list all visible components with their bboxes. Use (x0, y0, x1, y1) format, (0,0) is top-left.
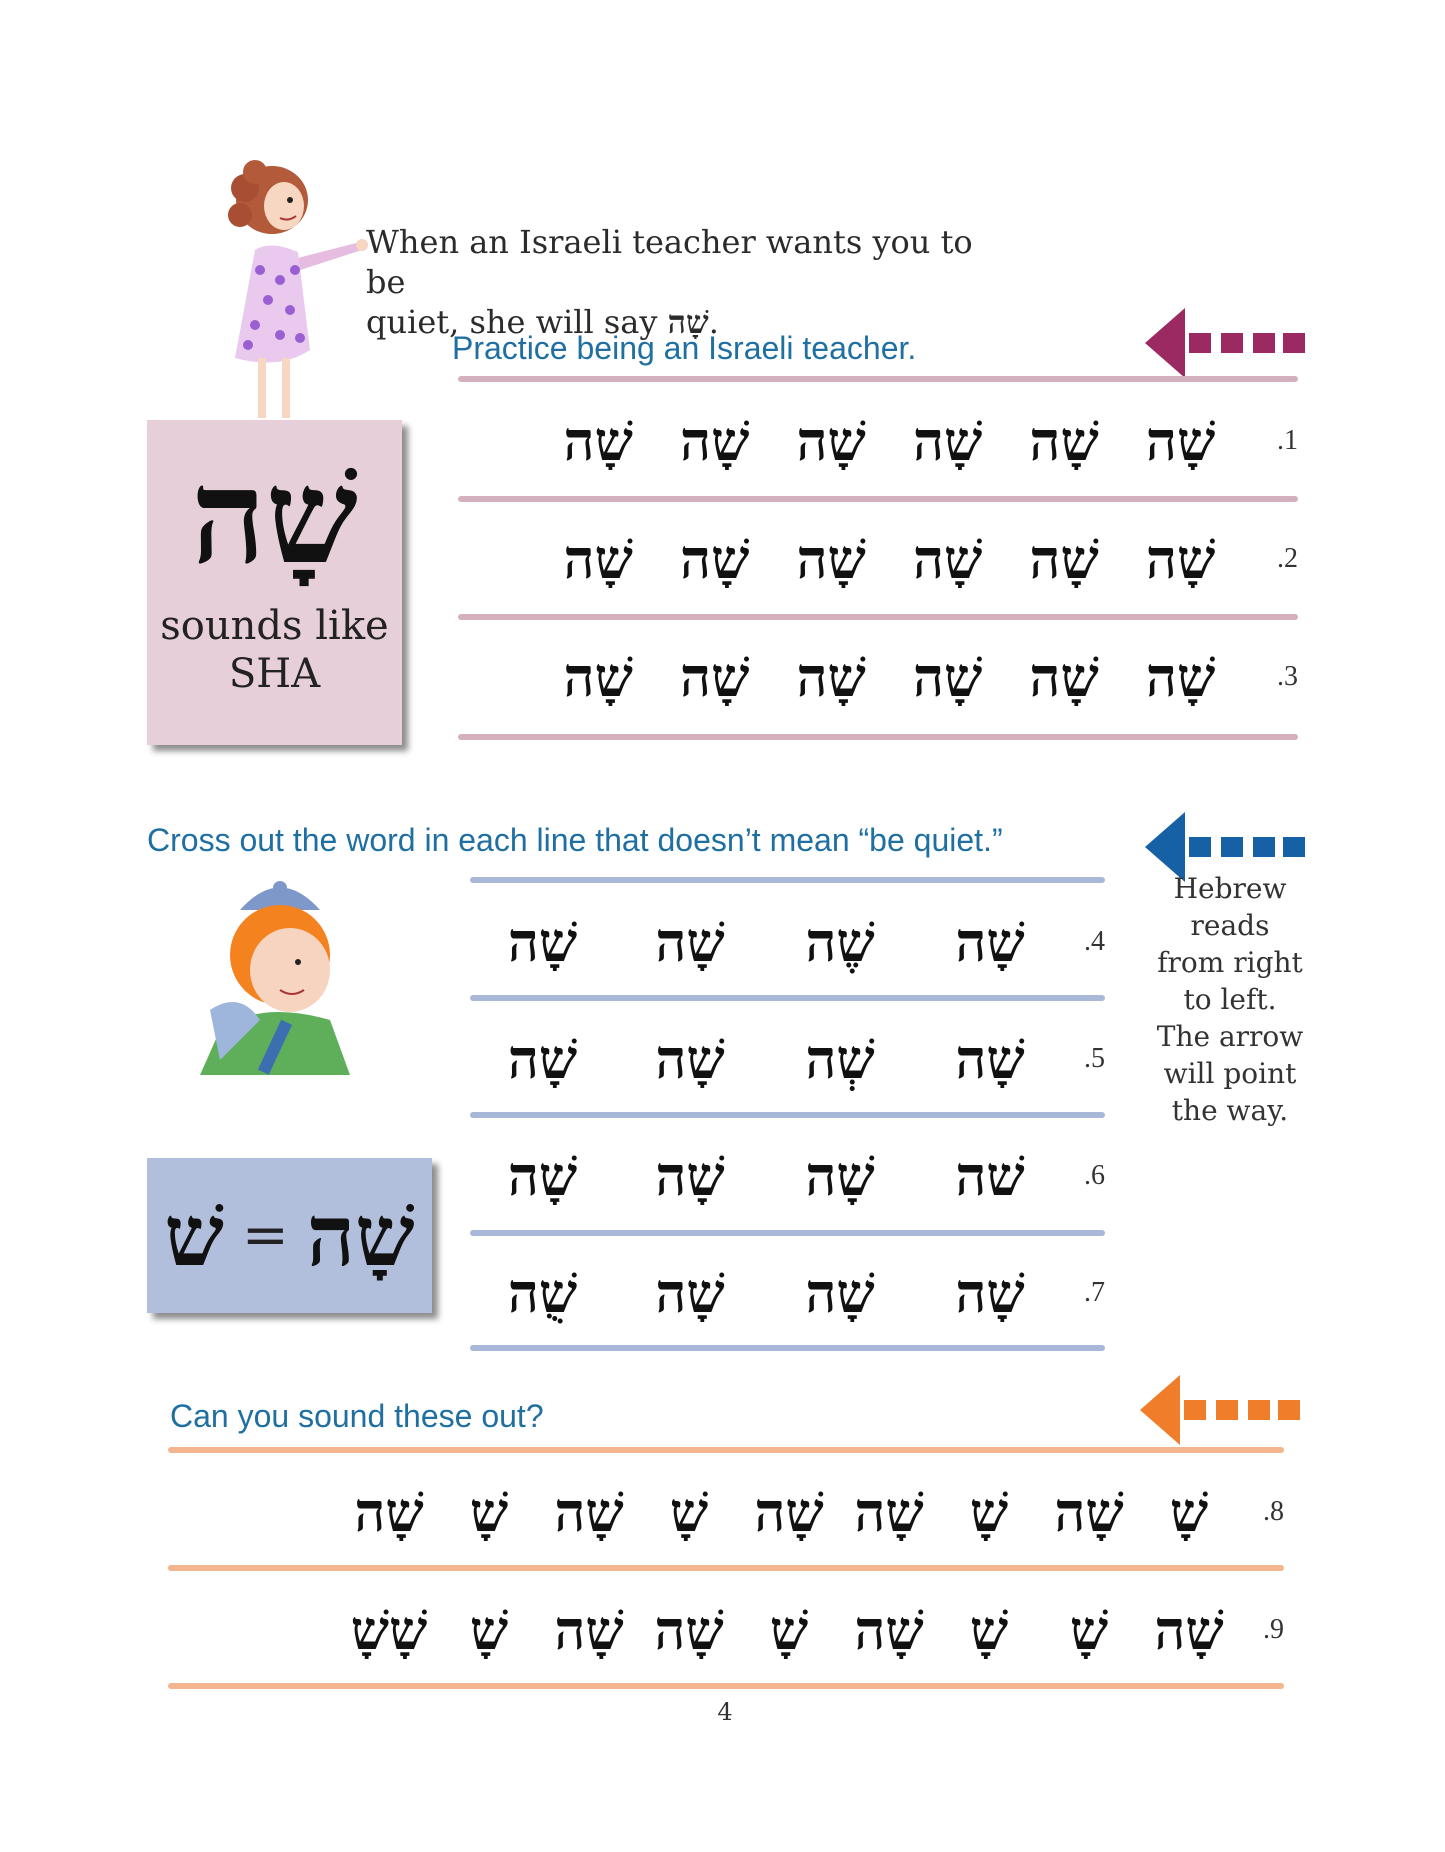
section1-rows (540, 382, 1298, 736)
crossout-row (470, 1117, 1105, 1234)
arrow-left-icon (1140, 1375, 1300, 1449)
arrow-left-icon (1145, 308, 1305, 382)
hebrew-word: שָׁה (796, 527, 866, 591)
hebrew-word: שָׁה (955, 1260, 1025, 1325)
row-number: .4 (1084, 925, 1105, 957)
hebrew-word: שָׁה (655, 1143, 725, 1208)
crossout-row (470, 1234, 1105, 1351)
section3-heading: Can you sound these out? (170, 1398, 544, 1434)
hebrew-word: שָׁה (354, 1480, 424, 1544)
hebrew-word: שָׁה (796, 645, 866, 709)
note-line: will point (1163, 1057, 1297, 1090)
section2-rows (470, 883, 1105, 1351)
practice-row (540, 618, 1298, 736)
intro-hebrew-word: שָׁה (667, 303, 709, 341)
hebrew-word: שָׁה (754, 1480, 824, 1544)
sound-card (147, 420, 402, 745)
hebrew-word: שָׁשָׁ (350, 1598, 428, 1662)
equation-left: שׁ (164, 1185, 224, 1285)
hebrew-word: שָׁה (680, 645, 750, 709)
card-line-1: sounds like (160, 603, 389, 649)
hebrew-word: שָׁה (507, 1143, 578, 1208)
hebrew-word: שָׁ (669, 1480, 709, 1544)
hebrew-word: שָׁה (655, 1260, 725, 1325)
hebrew-word: שָׁה (655, 1026, 725, 1091)
crossout-row (470, 1000, 1105, 1117)
hebrew-word: שֶׁה (805, 909, 875, 974)
row-number: .9 (1263, 1614, 1284, 1645)
hebrew-word: שָׁה (554, 1598, 624, 1662)
hebrew-word: שָׁה (955, 909, 1025, 974)
hebrew-word: שָׁה (1054, 1480, 1124, 1544)
hebrew-word: שָׁה (796, 409, 866, 473)
card-line-2: SHA (228, 651, 321, 697)
practice-row (540, 382, 1298, 500)
hebrew-word: שָׁה (854, 1598, 924, 1662)
equation-card (147, 1158, 432, 1313)
section3-rows (330, 1453, 1284, 1689)
hebrew-word: שֻׁה (507, 1260, 578, 1325)
hebrew-word: שָׁה (680, 527, 750, 591)
note-line: from right (1157, 946, 1303, 979)
note-line: The arrow (1156, 1020, 1304, 1053)
sound-out-row (330, 1571, 1284, 1689)
hebrew-word: שָׁה (507, 1026, 578, 1091)
note-line: Hebrew (1173, 872, 1287, 905)
hebrew-word: שְׁה (805, 1026, 875, 1091)
row-number: .2 (1277, 543, 1298, 574)
section2-heading: Cross out the word in each line that doesn’t mean “be quiet.” (147, 822, 1003, 858)
hebrew-word: שָׁה (654, 1598, 724, 1662)
hebrew-word: שָׁה (854, 1480, 924, 1544)
row-number: .3 (1277, 661, 1298, 692)
note-line: the way. (1171, 1094, 1289, 1127)
hebrew-word: שָׁה (1145, 645, 1216, 709)
teacher-illustration (210, 160, 370, 450)
hebrew-word: שָׁה (680, 409, 750, 473)
hebrew-word: שָׁה (1029, 645, 1099, 709)
hebrew-word: שָׁה (805, 1143, 875, 1208)
intro-line-2-prefix: quiet, she will say (366, 303, 668, 341)
practice-row (540, 500, 1298, 618)
hebrew-word: שָׁה (805, 1260, 875, 1325)
page-number: 4 (717, 1698, 733, 1726)
row-number: .8 (1263, 1496, 1284, 1527)
hebrew-word: שָׁה (563, 645, 633, 709)
intro-line-2-suffix: . (708, 303, 719, 341)
intro-line-1: When an Israeli teacher wants you to be (366, 223, 973, 301)
hebrew-word: שָׁ (969, 1480, 1009, 1544)
hebrew-word: שָׁ (969, 1598, 1009, 1662)
note-line: reads (1190, 909, 1270, 942)
hebrew-word: שָׁה (563, 527, 633, 591)
hebrew-word: שָׁה (1029, 527, 1099, 591)
hebrew-word: שָׁה (1145, 527, 1216, 591)
hebrew-word: שָׁה (955, 1026, 1025, 1091)
hebrew-word: שָׁה (1145, 409, 1216, 473)
row-number: .6 (1084, 1159, 1105, 1191)
equation-equals: = (241, 1203, 289, 1268)
hebrew-word: שָׁה (912, 409, 983, 473)
hebrew-word: שָׁה (1029, 409, 1099, 473)
hebrew-word: שָׁ (1169, 1480, 1209, 1544)
hebrew-word: שׁה (955, 1143, 1025, 1208)
hebrew-word: שָׁ (769, 1598, 809, 1662)
hebrew-word: שָׁה (507, 909, 578, 974)
crossout-row (470, 883, 1105, 1000)
row-number: .5 (1084, 1042, 1105, 1074)
equation-right: שָׁה (306, 1185, 415, 1285)
hebrew-word: שָׁה (912, 645, 983, 709)
card-hebrew-word: שָׁה (191, 440, 358, 593)
sound-out-row (330, 1453, 1284, 1571)
intro-text (366, 222, 1006, 342)
hebrew-word: שָׁה (655, 909, 725, 974)
hebrew-word: שָׁה (1154, 1598, 1224, 1662)
hebrew-word: שָׁה (563, 409, 633, 473)
note-line: to left. (1183, 983, 1277, 1016)
hebrew-word: שָׁ (1069, 1598, 1109, 1662)
row-number: .1 (1277, 425, 1298, 456)
hebrew-word: שָׁ (469, 1598, 509, 1662)
boy-illustration (200, 870, 360, 1075)
hebrew-word: שָׁ (469, 1480, 509, 1544)
hebrew-word: שָׁה (912, 527, 983, 591)
row-number: .7 (1084, 1276, 1105, 1308)
hebrew-word: שָׁה (554, 1480, 624, 1544)
reading-direction-note (1150, 870, 1310, 1129)
section1-heading: Practice being an Israeli teacher. (452, 330, 917, 366)
